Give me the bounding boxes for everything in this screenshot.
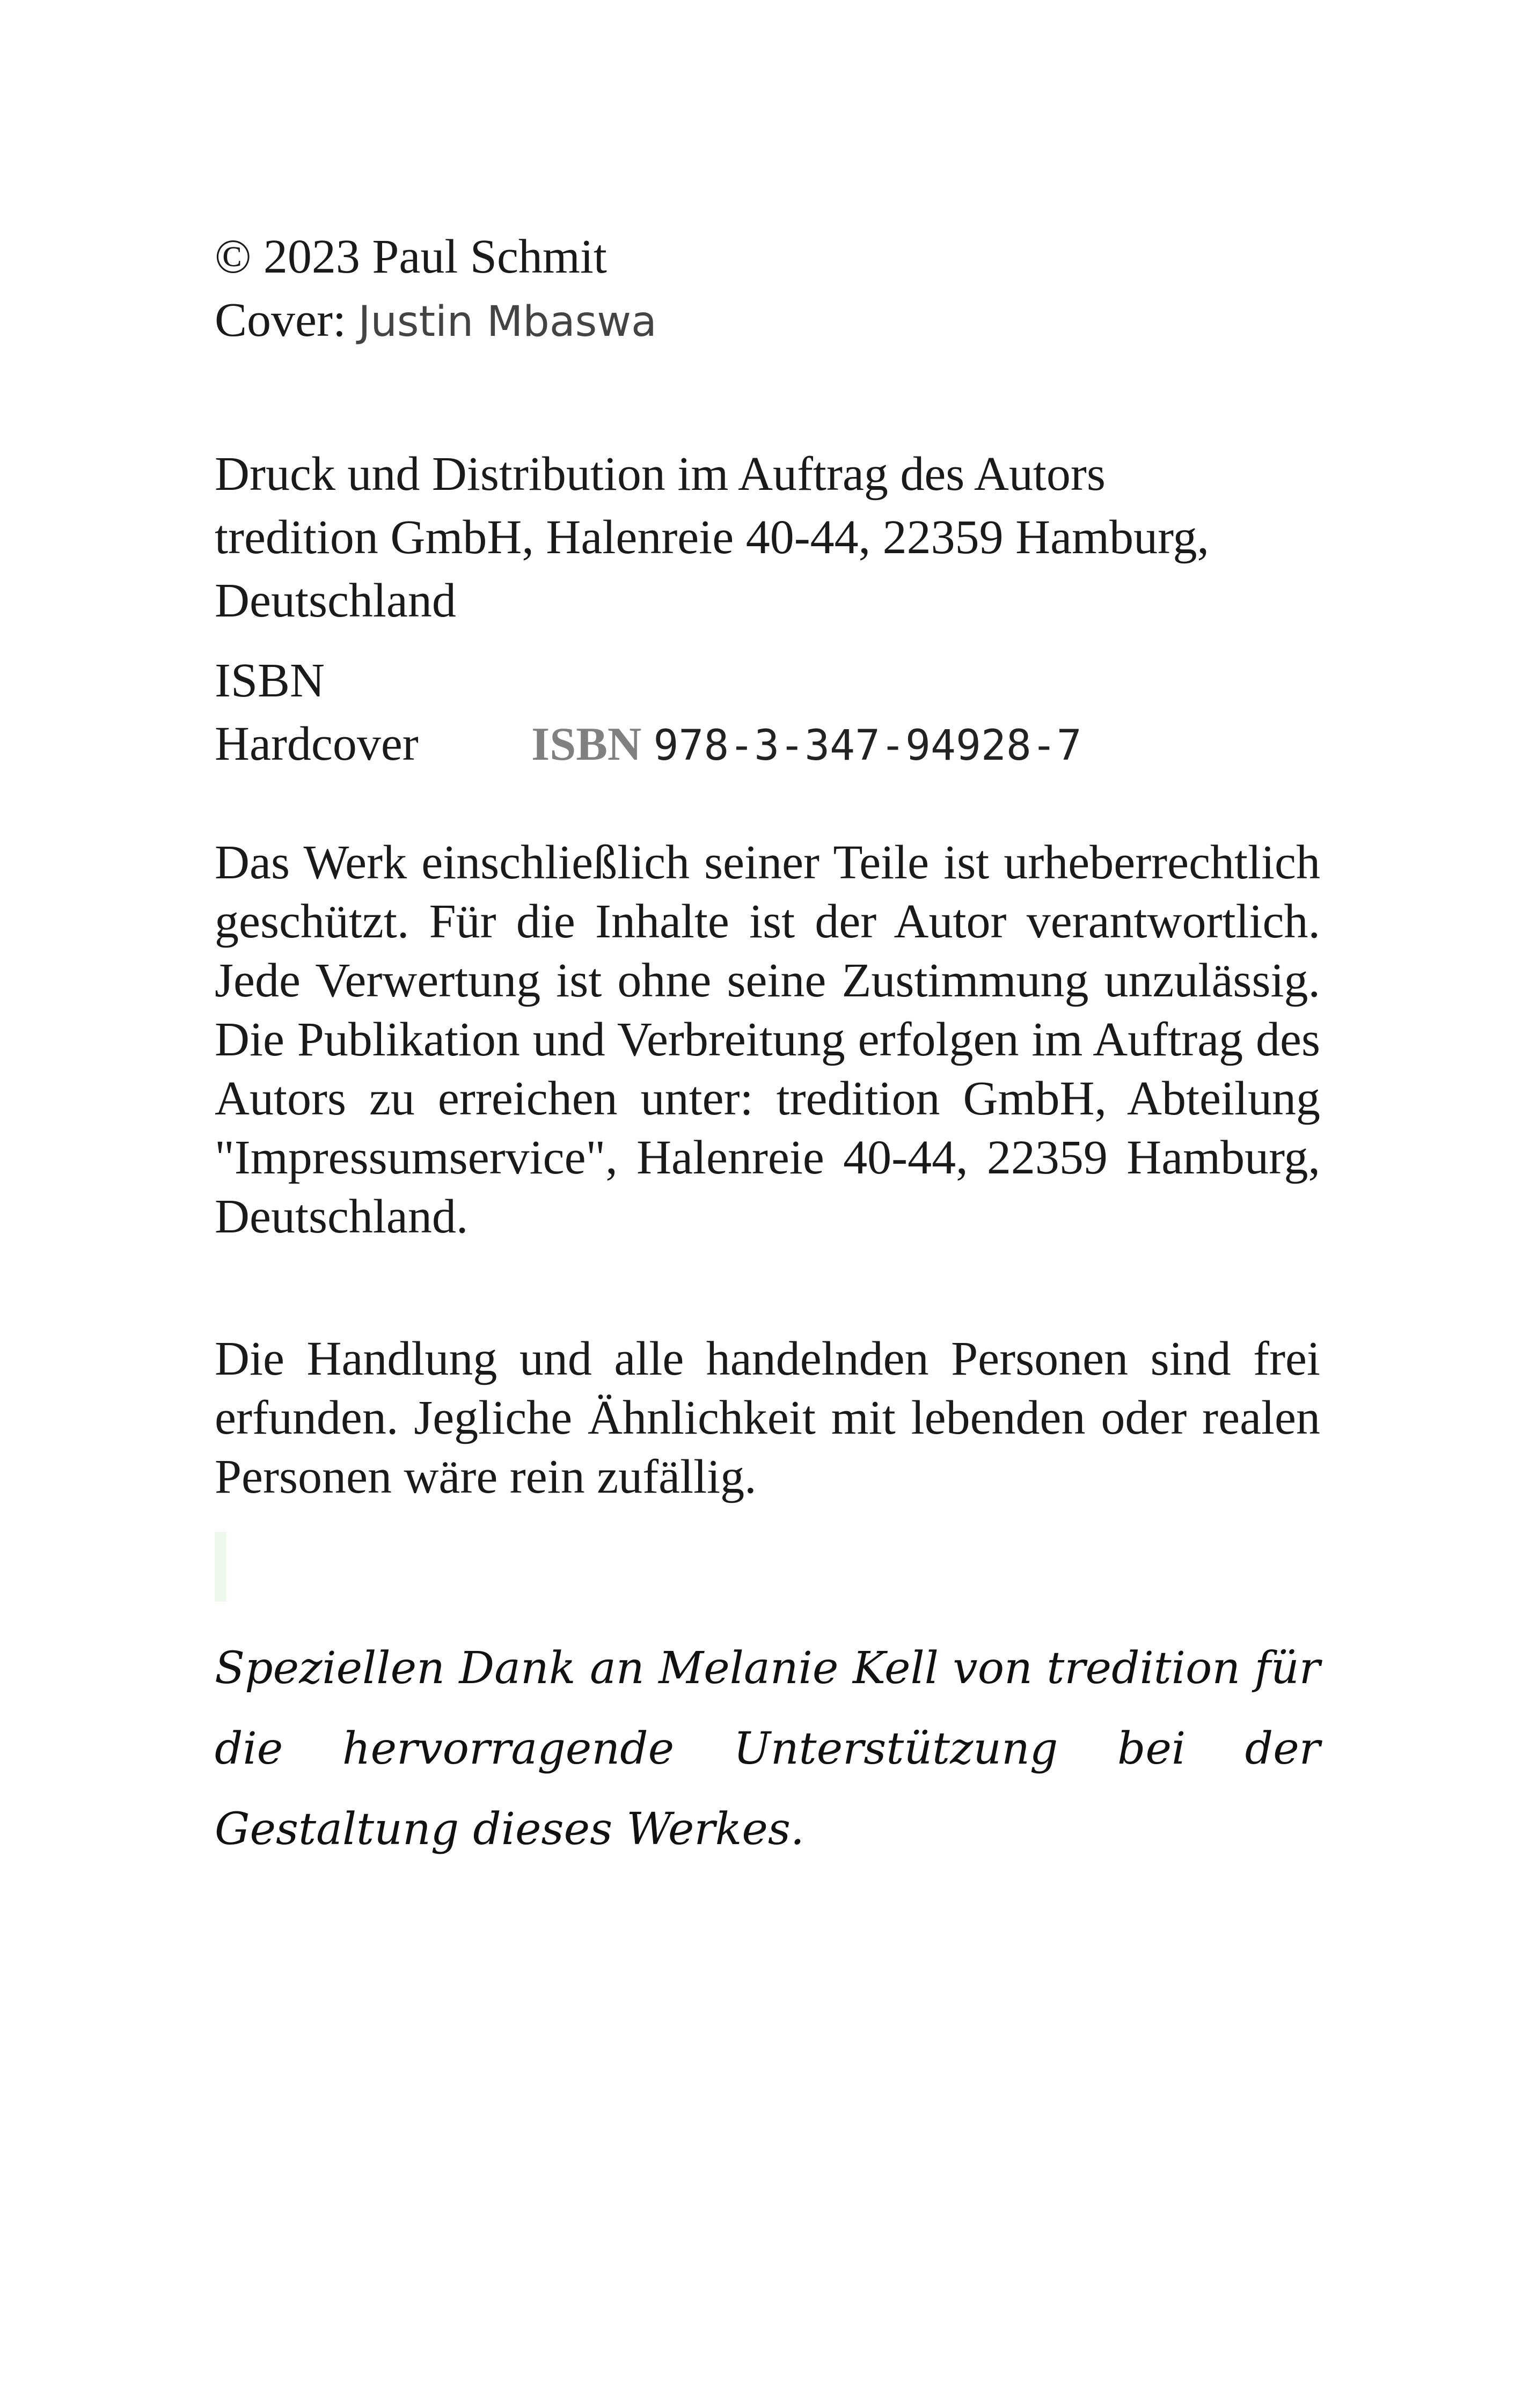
acknowledgement-paragraph: Speziellen Dank an Melanie Kell von tredition für die hervorragende Unterstützung bei der Gestaltung dieses Werkes. [215, 1643, 1320, 1855]
copyright-notice-paragraph: Das Werk einschließlich seiner Teile ist urheberrechtlich geschützt. Für die Inhalte ist der Autor verantwortlich. Jede Verwertung ist ohne seine Zustimmung unzulässig. Die Publikation und Verbreitung erfolgen im Auftrag des Autors zu erreichen unter: tredition GmbH, Abteilung "Impressumservice", Halenreie 40-44, 22359 Hamburg, Deutschland. [215, 836, 1320, 1243]
cover-credit-line [215, 289, 1320, 354]
copyright-block [215, 225, 1320, 354]
cover-label: Cover: [215, 293, 358, 347]
publisher-line: Druck und Distribution im Auftrag des Autors [215, 447, 1106, 501]
isbn-number: 978-3-347-94928-7 [653, 722, 1082, 770]
fiction-disclaimer-paragraph: Die Handlung und alle handelnden Personen sind frei erfunden. Jegliche Ähnlichkeit mit lebenden oder realen Personen wäre rein zufällig. [215, 1332, 1320, 1503]
publisher-block [215, 443, 1320, 633]
copyright-line: © 2023 Paul Schmit [215, 230, 607, 283]
hardcover-label: Hardcover [215, 717, 419, 770]
fiction-block [215, 1330, 1320, 1507]
publisher-line: Deutschland [215, 574, 456, 627]
legal-block [215, 833, 1320, 1246]
isbn-heading: ISBN [215, 654, 325, 707]
thanks-block [215, 1628, 1320, 1870]
isbn-block [215, 649, 1320, 777]
isbn-label: ISBN [531, 718, 642, 770]
cover-designer-name: Justin Mbaswa [358, 298, 657, 346]
hardcover-isbn-row [215, 713, 1320, 777]
decorative-marker [215, 1532, 226, 1602]
publisher-line: tredition GmbH, Halenreie 40-44, 22359 Hamburg, [215, 511, 1209, 564]
